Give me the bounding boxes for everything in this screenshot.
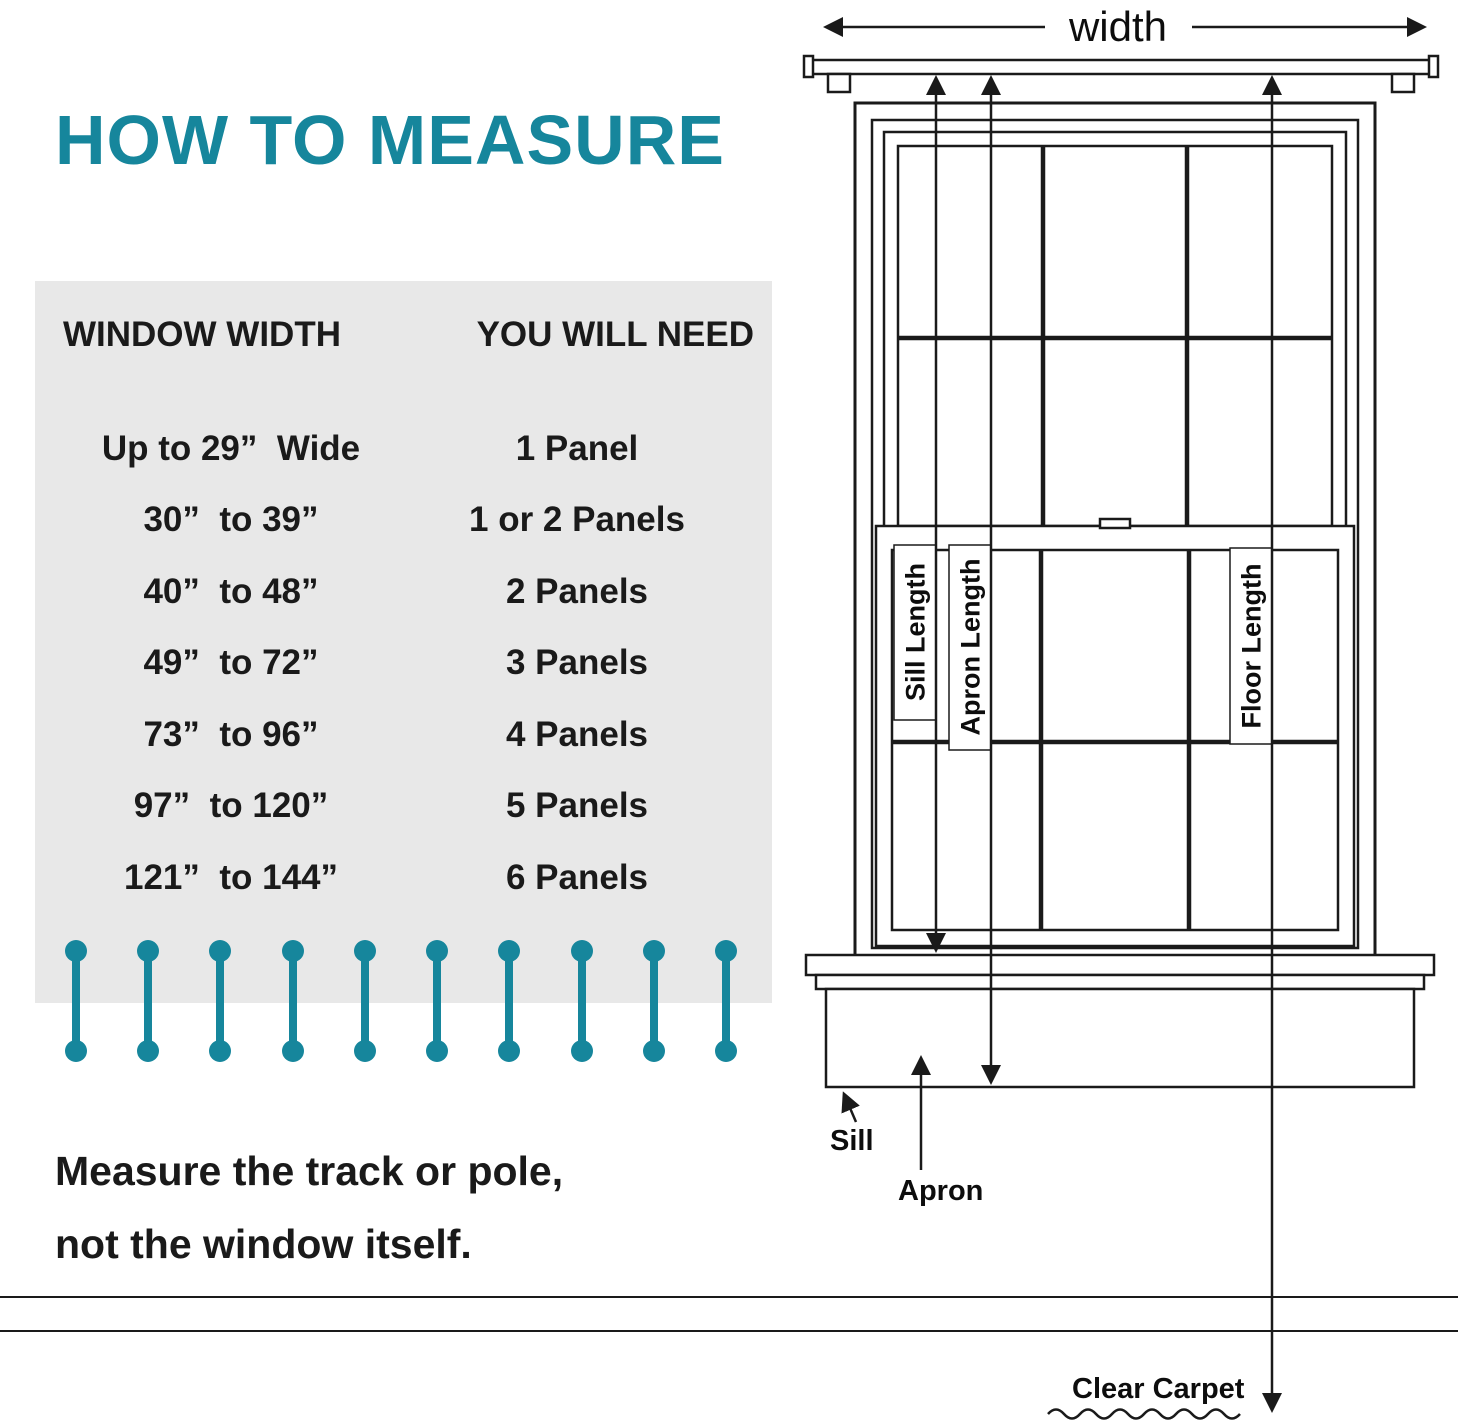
column-header-you-will-need: YOU WILL NEED — [476, 315, 754, 354]
measure-note-line2: not the window itself. — [55, 1221, 472, 1267]
page-title: HOW TO MEASURE — [55, 101, 725, 179]
carpet-wave — [1048, 1410, 1240, 1419]
sash-lock — [1100, 519, 1130, 528]
panels-needed-cell: 3 Panels — [505, 643, 649, 683]
window-width-cell: 49” to 72” — [143, 643, 319, 683]
size-table-body — [35, 413, 772, 914]
measure-pin-icon — [207, 938, 233, 1064]
window-width-cell: 121” to 144” — [124, 857, 338, 897]
panels-needed-cell: 1 Panel — [515, 428, 639, 468]
panels-needed-cell: 1 or 2 Panels — [469, 500, 685, 540]
measure-pin-icon — [63, 938, 89, 1064]
clear-carpet-label: Clear Carpet — [1072, 1373, 1245, 1405]
apron-label: Apron — [898, 1175, 984, 1207]
apron-board — [826, 989, 1414, 1087]
floor-length-label: Floor Length — [1236, 563, 1267, 729]
measure-pin-icon — [569, 938, 595, 1064]
sill-length-label: Sill Length — [900, 563, 931, 701]
panels-needed-cell: 2 Panels — [505, 571, 649, 611]
window-width-cell: 30” to 39” — [143, 500, 319, 540]
window-width-cell: 40” to 48” — [143, 571, 319, 611]
column-header-window-width: WINDOW WIDTH — [63, 315, 341, 354]
measure-pins-row — [63, 938, 739, 1064]
measure-pin-icon — [424, 938, 450, 1064]
table-row — [55, 771, 772, 843]
measure-pin-icon — [641, 938, 667, 1064]
table-row — [55, 842, 772, 914]
panels-needed-cell: 5 Panels — [505, 786, 649, 826]
measure-pin-icon — [352, 938, 378, 1064]
window-width-cell: 97” to 120” — [133, 786, 329, 826]
table-row — [55, 485, 772, 557]
upper-sash — [884, 132, 1346, 540]
measure-note-line1: Measure the track or pole, — [55, 1148, 564, 1194]
sill-pointer — [830, 1094, 874, 1157]
panels-needed-cell: 6 Panels — [505, 857, 649, 897]
measure-pin-icon — [713, 938, 739, 1064]
measure-pin-icon — [496, 938, 522, 1064]
table-row — [55, 628, 772, 700]
measure-note — [55, 1135, 563, 1281]
table-row — [55, 699, 772, 771]
size-guide-panel — [35, 281, 772, 1003]
curtain-rod — [804, 56, 1438, 92]
size-table-header — [35, 281, 772, 355]
table-row — [55, 413, 772, 485]
width-measure — [826, 3, 1424, 50]
measure-pin-icon — [135, 938, 161, 1064]
lower-sash — [876, 519, 1354, 946]
window-width-cell: 73” to 96” — [143, 714, 319, 754]
apron-length-label: Apron Length — [955, 558, 986, 736]
width-label: width — [1068, 3, 1168, 50]
window-width-cell: Up to 29” Wide — [101, 428, 361, 468]
measure-pin-icon — [280, 938, 306, 1064]
table-row — [55, 556, 772, 628]
sill-label: Sill — [830, 1125, 874, 1157]
panels-needed-cell: 4 Panels — [505, 714, 649, 754]
sill-board — [806, 955, 1434, 989]
